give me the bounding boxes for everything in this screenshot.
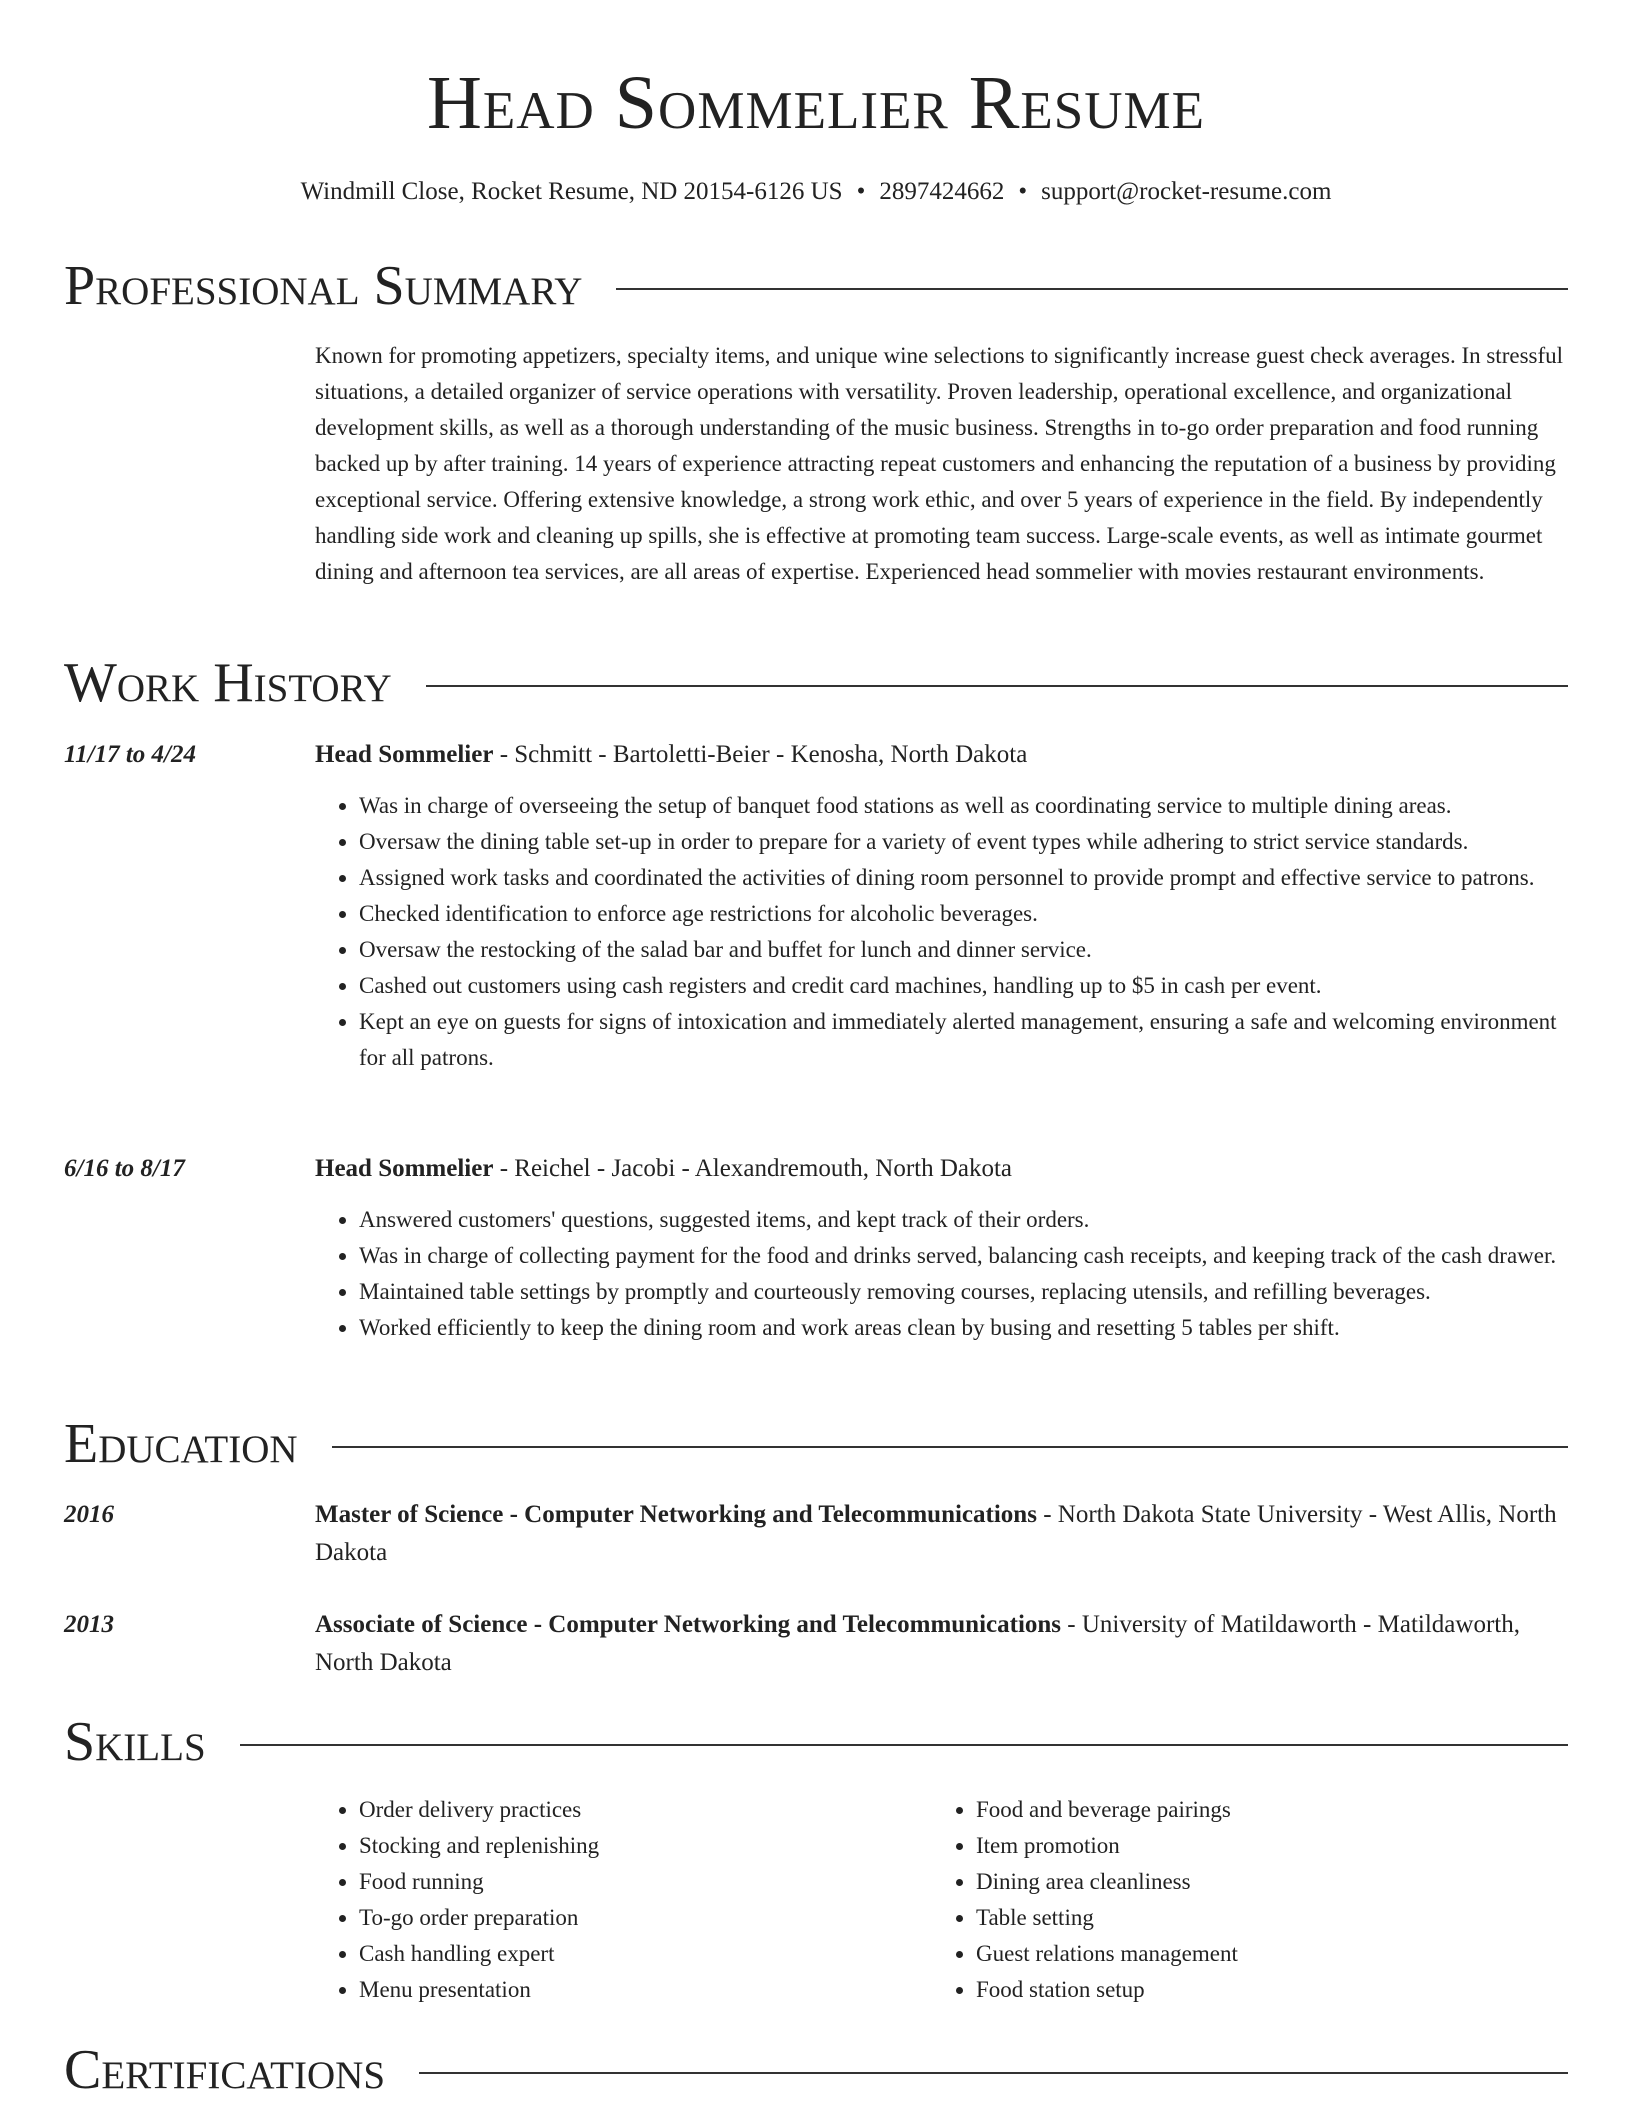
- resume-name: Head Sommelier Resume: [426, 61, 1206, 145]
- list-item: • Food station setup: [976, 1972, 1549, 2008]
- list-item: • Stocking and replenishing: [359, 1828, 932, 1864]
- list-item: • Table setting: [976, 1900, 1549, 1936]
- list-item: • Cash handling expert: [359, 1936, 932, 1972]
- list-item: • To-go order preparation: [359, 1900, 932, 1936]
- list-item: • Menu presentation: [359, 1972, 932, 2008]
- section-heading-skills: [64, 1710, 1568, 1774]
- work-dates: 6/16 to 8/17: [64, 1155, 185, 1182]
- list-item: • Was in charge of collecting payment for the food and drinks served, balancing cash receipts, and keeping track of the cash drawer.: [359, 1238, 1568, 1274]
- section-title: Professional Summary: [64, 255, 583, 317]
- work-heading: [315, 736, 1568, 774]
- list-item: • Order delivery practices: [359, 1792, 932, 1828]
- list-item: • Food running: [359, 1864, 932, 1900]
- list-item: • Oversaw the restocking of the salad bar and buffet for lunch and dinner service.: [359, 932, 1568, 968]
- list-item: • Was in charge of overseeing the setup of banquet food stations as well as coordinating service to multiple dining areas.: [359, 788, 1568, 824]
- section-heading-summary: [64, 254, 1568, 318]
- section-divider: [616, 288, 1568, 290]
- section-heading-certifications: [64, 2038, 1568, 2102]
- list-item: • Maintained table settings by promptly and courteously removing courses, replacing utensils, and refilling beverages.: [359, 1274, 1568, 1310]
- section-divider: [240, 1744, 1568, 1746]
- education-heading: [315, 1496, 1568, 1572]
- work-heading: [315, 1150, 1568, 1188]
- section-title: Skills: [64, 1711, 206, 1773]
- education-heading: [315, 1606, 1568, 1682]
- skills-column-right: [932, 1792, 1549, 2008]
- education-entry-body: [315, 1496, 1568, 1572]
- contact-phone: 2897424662: [879, 178, 1005, 205]
- skills-list: [315, 1792, 1568, 2008]
- work-bullets: [315, 788, 1568, 1076]
- list-item: • Assigned work tasks and coordinated the activities of dining room personnel to provide prompt and effective service to patrons.: [359, 860, 1568, 896]
- skills-column-left: [315, 1792, 932, 2008]
- list-item: • Item promotion: [976, 1828, 1549, 1864]
- list-item: • Oversaw the dining table set-up in order to prepare for a variety of event types while adhering to strict service standards.: [359, 824, 1568, 860]
- section-heading-work-history: [64, 651, 1568, 715]
- work-entry-body: [315, 1150, 1568, 1346]
- list-item: • Answered customers' questions, suggested items, and kept track of their orders.: [359, 1202, 1568, 1238]
- list-item: • Dining area cleanliness: [976, 1864, 1549, 1900]
- school-details: - University of Matildaworth - Matildaworth, North Dakota: [315, 1611, 1520, 1676]
- contact-separator: •: [856, 178, 866, 205]
- contact-email: support@rocket-resume.com: [1041, 178, 1332, 205]
- work-dates: 11/17 to 4/24: [64, 741, 196, 768]
- education-year: 2016: [64, 1501, 114, 1528]
- job-employer: - Reichel - Jacobi - Alexandremouth, North Dakota: [493, 1155, 1013, 1182]
- section-heading-education: [64, 1412, 1568, 1476]
- job-title: Head Sommelier: [315, 1155, 494, 1182]
- summary-text: Known for promoting appetizers, specialty items, and unique wine selections to significantly increase guest check averages. In stressful situations, a detailed organizer of service operations with versatility. Proven leadership, operational excellence, and organizational development skills, as well as a thorough understanding of the music business. Strengths in to-go order preparation and food running backed up by after training. 14 years of experience attracting repeat customers and enhancing the reputation of a business by providing exceptional service. Offering extensive knowledge, a strong work ethic, and over 5 years of experience in the field. By independently handling side work and cleaning up spills, she is effective at promoting team success. Large-scale events, as well as intimate gourmet dining and afternoon tea services, are all areas of expertise. Experienced head sommelier with movies restaurant environments.: [315, 343, 1564, 584]
- section-title: Work History: [64, 652, 392, 714]
- contact-line: [0, 176, 1632, 208]
- education-entry-body: [315, 1606, 1568, 1682]
- list-item: • Cashed out customers using cash registers and credit card machines, handling up to $5 in cash per event.: [359, 968, 1568, 1004]
- education-year: 2013: [64, 1611, 114, 1638]
- degree-title: Associate of Science - Computer Networking and Telecommunications: [315, 1611, 1062, 1638]
- school-details: - North Dakota State University - West Allis, North Dakota: [315, 1501, 1557, 1566]
- section-title: Certifications: [64, 2039, 386, 2101]
- list-item: • Kept an eye on guests for signs of intoxication and immediately alerted management, ensuring a safe and welcoming environment for all patrons.: [359, 1004, 1568, 1076]
- list-item: • Guest relations management: [976, 1936, 1549, 1972]
- work-entry-body: [315, 736, 1568, 1076]
- contact-separator: •: [1018, 178, 1028, 205]
- section-divider: [426, 685, 1568, 687]
- degree-title: Master of Science - Computer Networking and Telecommunications: [315, 1501, 1037, 1528]
- job-title: Head Sommelier: [315, 741, 494, 768]
- section-divider: [332, 1446, 1568, 1448]
- contact-address: Windmill Close, Rocket Resume, ND 20154-6126 US: [300, 178, 843, 205]
- section-title: Education: [64, 1413, 298, 1475]
- list-item: • Food and beverage pairings: [976, 1792, 1549, 1828]
- work-bullets: [315, 1202, 1568, 1346]
- list-item: • Checked identification to enforce age restrictions for alcoholic beverages.: [359, 896, 1568, 932]
- job-employer: - Schmitt - Bartoletti-Beier - Kenosha, North Dakota: [493, 741, 1028, 768]
- list-item: • Worked efficiently to keep the dining room and work areas clean by busing and resetting 5 tables per shift.: [359, 1310, 1568, 1346]
- section-divider: [419, 2072, 1568, 2074]
